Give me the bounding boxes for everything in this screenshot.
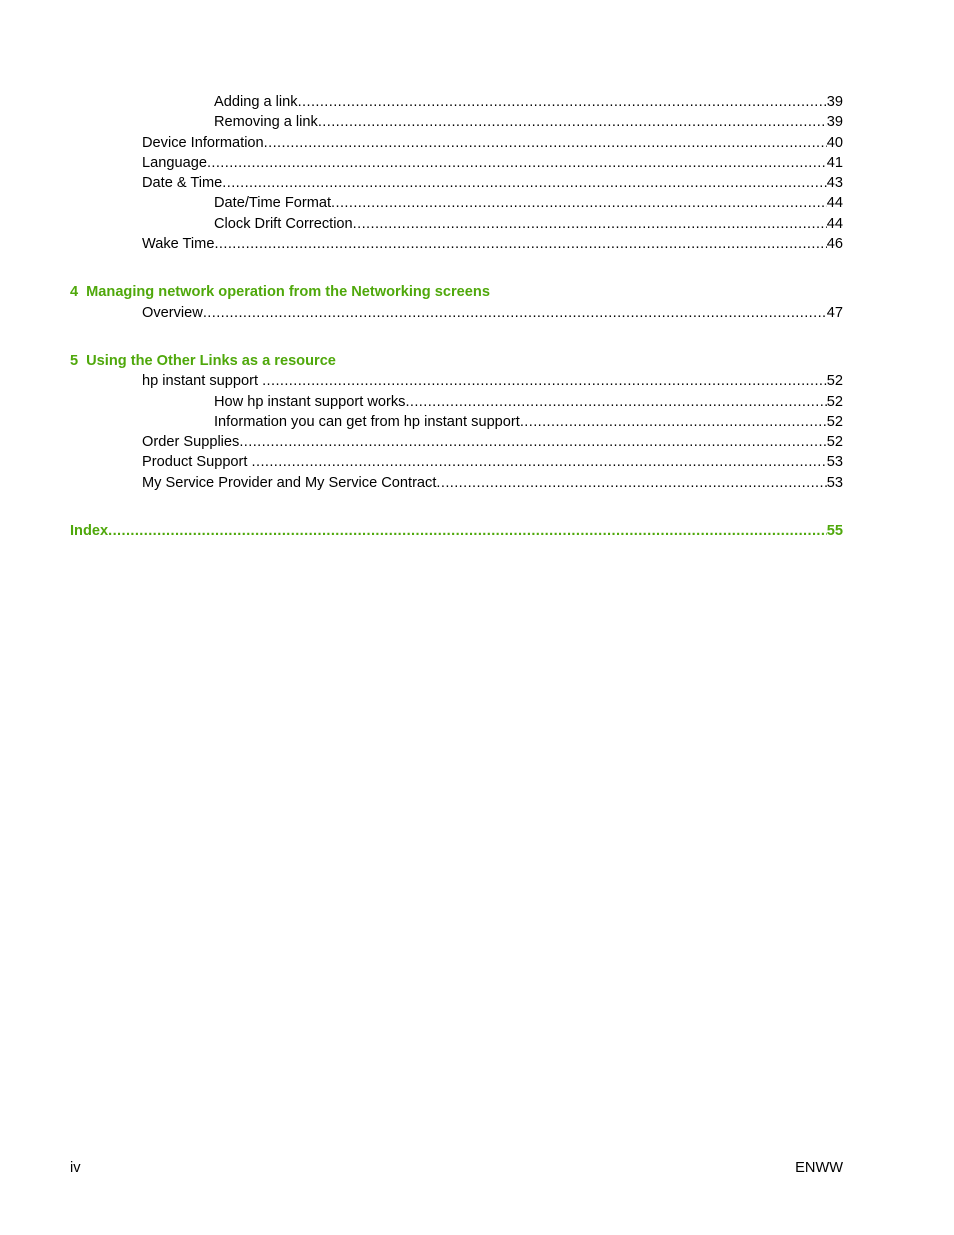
dot-leader [264,133,827,153]
chapter-number: 4 [70,284,79,301]
toc-entry[interactable] [70,452,843,472]
index-page: 55 [826,523,843,540]
toc-entry-title: hp instant support [142,373,263,390]
toc-entry[interactable] [70,303,843,323]
toc-entry[interactable] [70,473,843,493]
toc-entry[interactable] [70,371,843,391]
chapter-heading-5[interactable] [70,351,843,371]
toc-entry[interactable] [70,153,843,173]
toc-entry-page: 39 [826,94,843,110]
toc-entry-title: Overview [142,304,203,321]
dot-leader [520,412,827,432]
toc-entry[interactable] [70,133,843,153]
dot-leader [239,432,826,452]
toc-entry-title: Date & Time [142,175,223,192]
toc-entry[interactable] [70,112,843,132]
toc-entry-title: Clock Drift Correction [214,215,353,232]
toc-entry[interactable] [70,92,843,112]
dot-leader [318,112,827,132]
chapter-heading-4[interactable] [70,282,843,302]
toc-entry-page: 52 [826,434,843,451]
toc-entry[interactable] [70,173,843,193]
toc-entry-page: 44 [826,215,843,232]
dot-leader [214,234,826,254]
index-title: Index [70,523,109,540]
dot-leader [331,193,827,213]
toc-entry[interactable] [70,392,843,412]
page-footer [70,1158,843,1178]
dot-leader [353,214,827,234]
toc-entry[interactable] [70,193,843,213]
toc-entry-title: My Service Provider and My Service Contract [142,474,437,491]
toc-entry-title: Device Information [142,134,264,151]
chapter-title: Managing network operation from the Networking screens [86,284,490,301]
dot-leader [207,153,827,173]
dot-leader [252,452,827,472]
footer-page-number: iv [70,1160,81,1176]
toc-entry[interactable] [70,234,843,254]
toc-entry-page: 47 [826,304,843,321]
toc-entry-title: Product Support [142,454,252,471]
toc-entry-title: Removing a link [214,114,318,131]
toc-entry-page: 46 [826,236,843,253]
toc-entry-title: Order Supplies [142,434,240,451]
toc-entry-page: 41 [826,154,843,171]
chapter-title: Using the Other Links as a resource [86,352,336,369]
toc-entry-title: Wake Time [142,236,215,253]
chapter-number: 5 [70,352,79,369]
dot-leader [222,173,826,193]
toc-entry-title: Adding a link [214,94,298,110]
toc-entry[interactable] [70,412,843,432]
toc-entry-page: 52 [826,393,843,410]
toc-entry-page: 52 [826,413,843,430]
toc-entry-title: Language [142,154,207,171]
toc-entry-page: 53 [826,474,843,491]
dot-leader [262,371,827,391]
toc-entry-page: 53 [826,454,843,471]
toc-entry-page: 44 [826,195,843,212]
toc-entry-title: How hp instant support works [214,393,406,410]
toc-entry[interactable] [70,432,843,452]
dot-leader [405,392,826,412]
toc-index-entry[interactable] [70,521,843,541]
table-of-contents [70,92,843,541]
toc-entry-page: 43 [826,175,843,192]
toc-entry[interactable] [70,214,843,234]
dot-leader [298,92,827,112]
toc-entry-title: Information you can get from hp instant support [214,413,520,430]
dot-leader [108,521,827,541]
toc-entry-page: 52 [826,373,843,390]
toc-entry-page: 39 [826,114,843,131]
footer-doc-code: ENWW [795,1160,843,1176]
toc-entry-title: Date/Time Format [214,195,332,212]
dot-leader [436,473,826,493]
toc-entry-page: 40 [826,134,843,151]
dot-leader [203,303,827,323]
